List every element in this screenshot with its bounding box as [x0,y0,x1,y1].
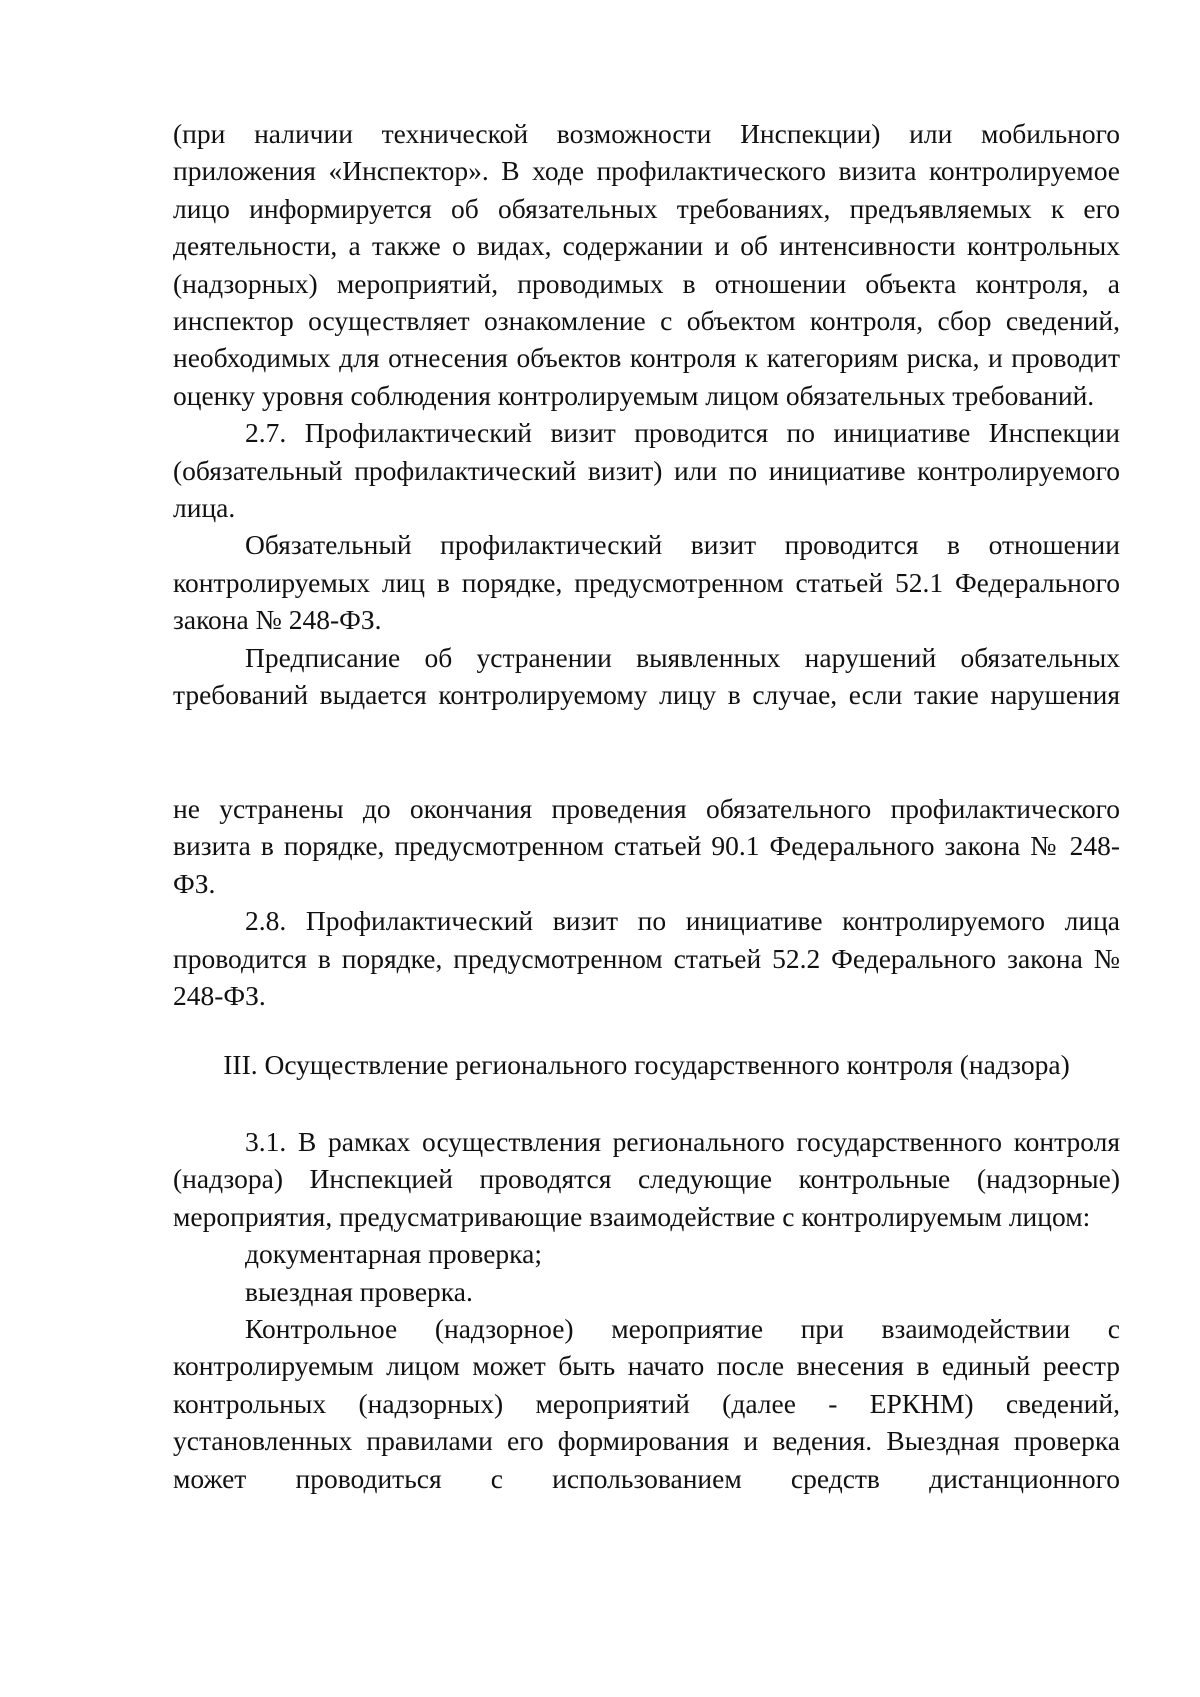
list-item-documentary-check: документарная проверка; [245,1238,542,1270]
paragraph-2-7: 2.7. Профилактический визит проводится по инициативе Инспекции (обязательный профилактический визит) или по инициативе контролируемого лица. [173,417,1120,524]
paragraph-control-event: Контрольное (надзорное) мероприятие при взаимодействии с контролируемым лицом может быть начато после внесения в единый реестр контрольных (надзорных) мероприятий (далее - ЕРКНМ) сведений, установленных правилами его формирования и ведения. Выездная проверка может проводиться с использованием средств дистанционного [173,1313,1120,1494]
paragraph-prescription-continued: не устранены до окончания проведения обязательного профилактического визита в порядке, предусмотренном статьей 90.1 Федерального закона № 248-ФЗ. [173,793,1120,899]
paragraph-2-8: 2.8. Профилактический визит по инициативе контролируемого лица проводится в порядке, предусмотренном статьей 52.2 Федерального закона № 248-ФЗ. [173,905,1120,1012]
paragraph-3-1: 3.1. В рамках осуществления регионального государственного контроля (надзора) Инспекцией проводятся следующие контрольные (надзорные) мероприятия, предусматривающие взаимодействие с контролируемым лицом: [173,1126,1120,1232]
text-block-bottom [173,1123,1120,1497]
paragraph-mandatory-visit: Обязательный профилактический визит проводится в отношении контролируемых лиц в порядке, предусмотренном статьей 52.1 Федерального закона № 248-ФЗ. [173,529,1120,636]
section-heading: III. Осуществление регионального государственного контроля (надзора) [223,1049,1070,1080]
list-item-field-check: выездная проверка. [245,1275,473,1307]
text-block-top [173,115,1120,714]
paragraph-prescription: Предписание об устранении выявленных нарушений обязательных требований выдается контролируемому лицу в случае, если такие нарушения [173,641,1120,711]
text-block-middle [173,790,1120,1014]
paragraph-inspection-visit: (при наличии технической возможности Инспекции) или мобильного приложения «Инспектор». В ходе профилактического визита контролируемое лицо информируется об обязательных требованиях, предъявляемых к его деятельности, а также о видах, содержании и об интенсивности контрольных (надзорных) мероприятий, проводимых в отношении объекта контроля, а инспектор осуществляет ознакомление с объектом контроля, сбор сведений, необходимых для отнесения объектов контроля к категориям риска, и проводит оценку уровня соблюдения контролируемым лицом обязательных требований. [173,118,1120,411]
section-heading-block [173,1046,1120,1083]
